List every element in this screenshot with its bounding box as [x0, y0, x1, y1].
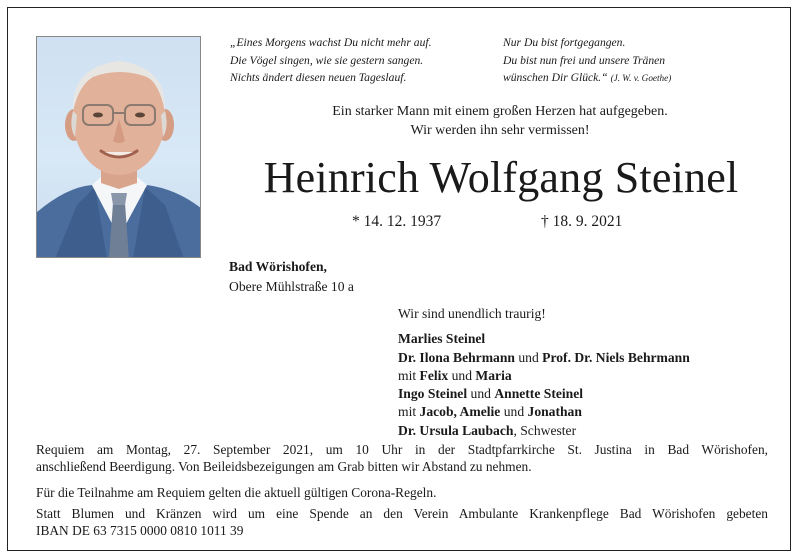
iban-line: IBAN DE 63 7315 0000 0810 1011 39	[36, 523, 244, 538]
poem-line: Die Vögel singen, wie sie gestern sangen.	[230, 53, 424, 67]
connector: mit	[398, 367, 420, 383]
poem-line: Nichts ändert diesen neuen Tageslauf.	[230, 71, 407, 84]
mourner-row	[398, 422, 690, 440]
mourner-row	[398, 385, 690, 403]
poem-left	[230, 34, 431, 87]
donation-notice	[36, 505, 768, 539]
mourner-row	[398, 349, 690, 367]
address-place: Bad Wörishofen,	[229, 259, 327, 274]
mourner-name: Dr. Ursula Laubach	[398, 422, 514, 438]
connector: mit	[398, 404, 420, 420]
address-street: Obere Mühlstraße 10 a	[229, 278, 354, 294]
notice-line: Für die Teilnahme am Requiem gelten die aktuell gültigen Corona-Regeln.	[36, 485, 437, 500]
portrait-illustration	[37, 37, 201, 258]
poem-attribution: (J. W. v. Goethe)	[610, 73, 672, 83]
requiem-notice	[36, 441, 768, 475]
poem-right	[503, 34, 671, 88]
mourner-name: Jonathan	[527, 404, 582, 420]
relation: , Schwester	[513, 422, 577, 438]
corona-notice	[36, 484, 768, 501]
mourner-row	[398, 367, 690, 385]
mourners-list	[398, 305, 690, 440]
connector: und	[448, 367, 476, 383]
connector: und	[500, 404, 528, 420]
birth-date: * 14. 12. 1937	[352, 213, 442, 230]
mourner-row	[398, 403, 690, 421]
mourner-name: Ingo Steinel	[398, 386, 468, 402]
mourner-name: Jacob, Amelie	[419, 404, 501, 420]
mourner-name: Maria	[475, 367, 512, 383]
spacer	[398, 323, 690, 330]
notice-line: Requiem am Montag, 27. September 2021, um 10 Uhr in der Stadtpfarrkirche St. Justina in Bad Wörishofen,	[36, 442, 768, 457]
mourner-name: Marlies Steinel	[398, 331, 486, 347]
portrait-photo	[36, 36, 201, 258]
deceased-name: Heinrich Wolfgang Steinel	[263, 153, 739, 202]
motto	[230, 102, 770, 140]
poem-line: Du bist nun frei und unsere Tränen	[503, 53, 666, 67]
connector: und	[514, 349, 543, 365]
poem-last-text: wünschen Dir Glück.“	[503, 71, 608, 84]
mourners-intro: Wir sind unendlich traurig!	[398, 306, 546, 321]
address	[229, 257, 354, 296]
poem-line: „Eines Morgens wachst Du nicht mehr auf.	[230, 36, 432, 49]
death-date: † 18. 9. 2021	[541, 213, 623, 230]
mourner-name: Annette Steinel	[494, 386, 584, 402]
motto-line: Wir werden ihn sehr vermissen!	[410, 123, 590, 138]
notice-line: anschließend Beerdigung. Von Beileidsbezeigungen am Grab bitten wir Abstand zu nehmen.	[36, 459, 532, 474]
poem-line	[503, 69, 671, 88]
motto-line: Ein starker Mann mit einem großen Herzen hat aufgegeben.	[332, 104, 668, 119]
connector: und	[467, 386, 495, 402]
poem-line: Nur Du bist fortgegangen.	[503, 36, 626, 49]
mourner-name: Felix	[419, 367, 449, 383]
mourner-name: Prof. Dr. Niels Behrmann	[542, 349, 690, 365]
mourner-name: Dr. Ilona Behrmann	[398, 349, 515, 365]
notice-line: Statt Blumen und Kränzen wird um eine Spende an den Verein Ambulante Krankenpflege Bad Wörishofen gebeten	[36, 506, 768, 521]
mourner-row	[398, 330, 690, 348]
